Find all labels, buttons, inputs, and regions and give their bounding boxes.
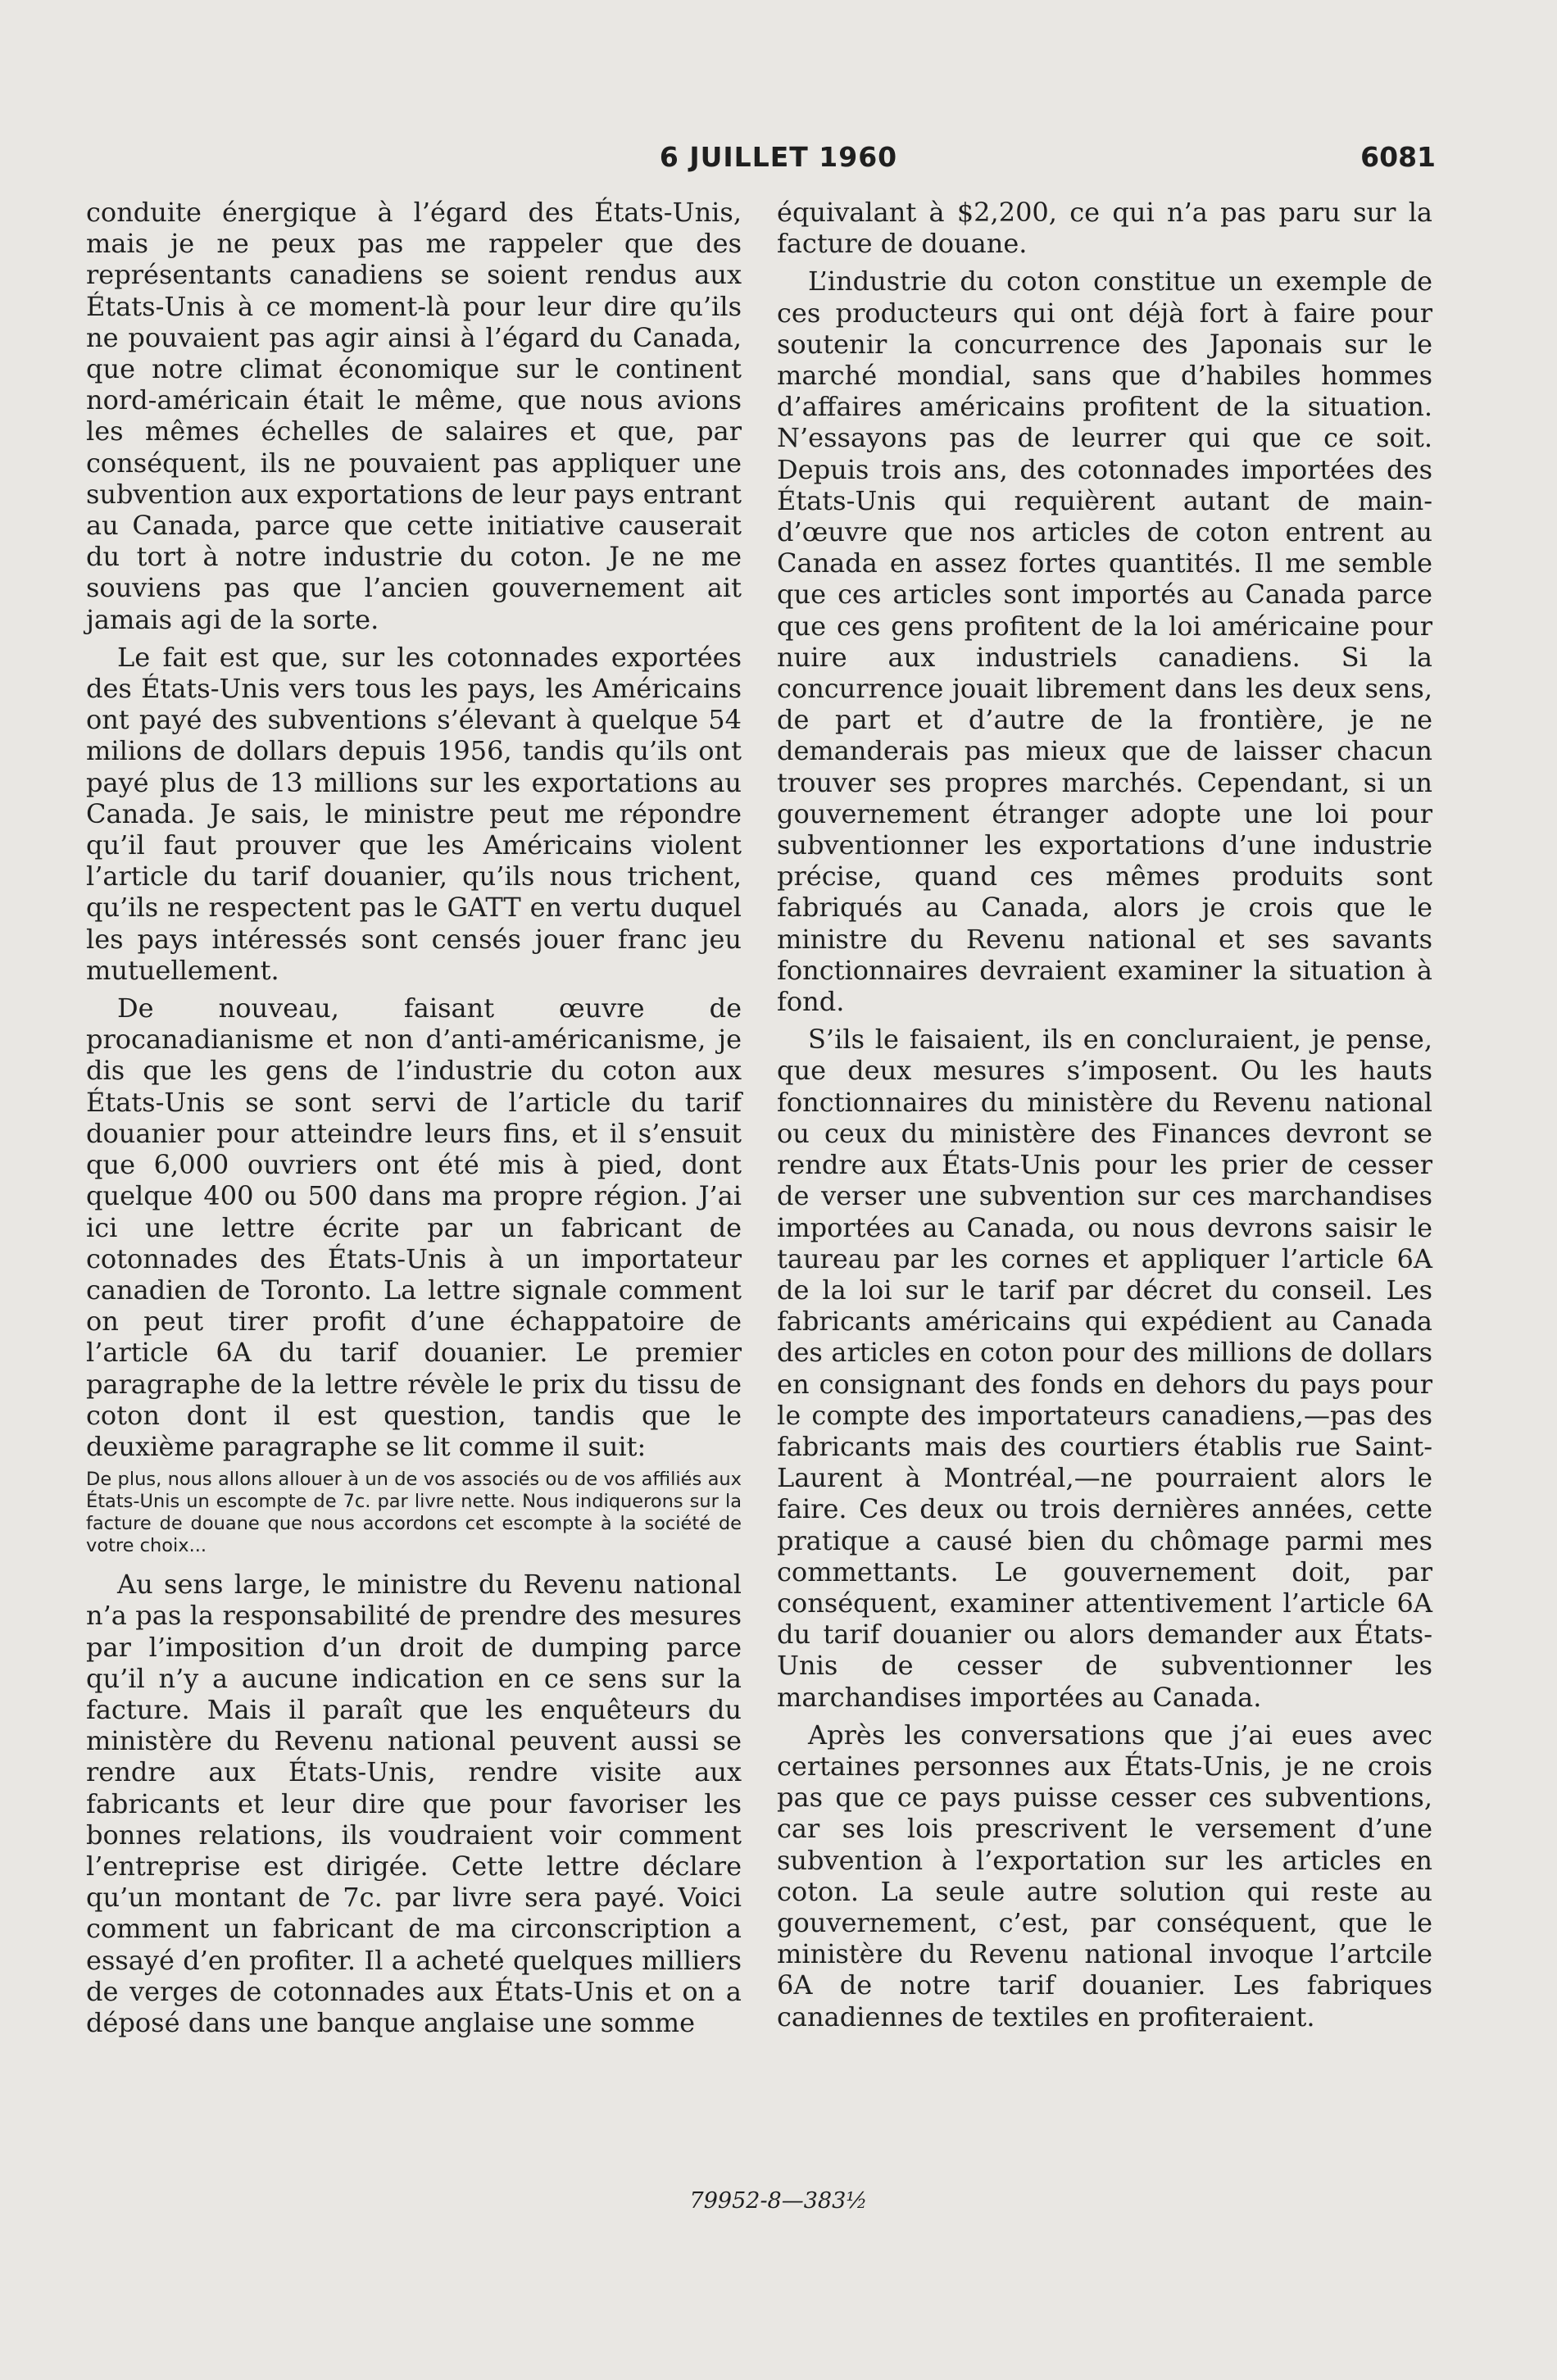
print-code: 79952-8—383½ — [689, 2188, 868, 2214]
right-column — [777, 197, 1432, 2039]
paragraph: De nouveau, faisant œuvre de procanadianisme et non d’anti-américanisme, je dis que les gens de l’industrie du coton aux États-Unis se sont servi de l’article du tarif douanier pour atteindre leurs fins, et il s’ensuit que 6,000 ouvriers ont été mis à pied, dont quelque 400 ou 500 dans ma propre région. J’ai ici une lettre écrite par un fabricant de cotonnades des États-Unis à un importateur canadien de Toronto. La lettre signale comment on peut tirer profit d’une échappatoire de l’article 6A du tarif douanier. Le premier paragraphe de la lettre révèle le prix du tissu de coton dont il est question, tandis que le deuxième paragraphe se lit comme il suit: — [86, 992, 742, 1462]
paragraph: L’industrie du coton constitue un exemple de ces producteurs qui ont déjà fort à faire pour soutenir la concurrence des Japonais sur le marché mondial, sans que d’habiles hommes d’affaires américains profitent de la situation. N’essayons pas de leurrer qui que ce soit. Depuis trois ans, des cotonnades importées des États-Unis qui requièrent autant de main-d’œuvre que nos articles de coton entrent au Canada en assez fortes quantités. Il me semble que ces articles sont importés au Canada parce que ces gens profitent de la loi américaine pour nuire aux industriels canadiens. Si la concurrence jouait librement dans les deux sens, de part et d’autre de la frontière, je ne demanderais pas mieux que de laisser chacun trouver ses propres marchés. Cependant, si un gouvernement étranger adopte une loi pour subventionner les exportations d’une industrie précise, quand ces mêmes produits sont fabriqués au Canada, alors je crois que le ministre du Revenu national et ses savants fonctionnaires devraient examiner la situation à fond. — [777, 266, 1432, 1018]
paragraph: Après les conversations que j’ai eues avec certaines personnes aux États-Unis, je ne crois pas que ce pays puisse cesser ces subventions, car ses lois prescrivent le versement d’une subvention à l’exportation sur les articles en coton. La seule autre solution qui reste au gouvernement, c’est, par conséquent, que le ministère du Revenu national invoque l’artcile 6A de notre tarif douanier. Les fabriques canadiennes de textiles en profiteraient. — [777, 1719, 1432, 2033]
left-column — [86, 197, 742, 2045]
paragraph: S’ils le faisaient, ils en concluraient, je pense, que deux mesures s’imposent. Ou les hauts fonctionnaires du ministère du Revenu national ou ceux du ministère des Finances devront se rendre aux États-Unis pour les prier de cesser de verser une subvention sur ces marchandises importées au Canada, ou nous devrons saisir le taureau par les cornes et appliquer l’article 6A de la loi sur le tarif par décret du conseil. Les fabricants américains qui expédient au Canada des articles en coton pour des millions de dollars en consignant des fonds en dehors du pays pour le compte des importateurs canadiens,—pas des fabricants mais des courtiers établis rue Saint-Laurent à Montréal,—ne pourraient alors le faire. Ces deux ou trois dernières années, cette pratique a causé bien du chômage parmi mes commettants. Le gouvernement doit, par conséquent, examiner attentivement l’article 6A du tarif douanier ou alors demander aux États-Unis de cesser de subventionner les marchandises importées au Canada. — [777, 1024, 1432, 1713]
paragraph: conduite énergique à l’égard des États-Unis, mais je ne peux pas me rappeler que des représentants canadiens se soient rendus aux États-Unis à ce moment-là pour leur dire qu’ils ne pouvaient pas agir ainsi à l’égard du Canada, que notre climat économique sur le continent nord-américain était le même, que nous avions les mêmes échelles de salaires et que, par conséquent, ils ne pouvaient pas appliquer une subvention aux exportations de leur pays entrant au Canada, parce que cette initiative causerait du tort à notre industrie du coton. Je ne me souviens pas que l’ancien gouvernement ait jamais agi de la sorte. — [86, 197, 742, 635]
letter-quote: De plus, nous allons allouer à un de vos associés ou de vos affiliés aux États-Unis un escompte de 7c. par livre nette. Nous indiquerons sur la facture de douane que nous accordons cet escompte à la société de votre choix... — [86, 1469, 742, 1557]
page-number: 6081 — [1360, 141, 1436, 173]
paragraph: Au sens large, le ministre du Revenu national n’a pas la responsabilité de prendre des mesures par l’imposition d’un droit de dumping parce qu’il n’y a aucune indication en ce sens sur la facture. Mais il paraît que les enquêteurs du ministère du Revenu national peuvent aussi se rendre aux États-Unis, rendre visite aux fabricants et leur dire que pour favoriser les bonnes relations, ils voudraient voir comment l’entreprise est dirigée. Cette lettre déclare qu’un montant de 7c. par livre sera payé. Voici comment un fabricant de ma circonscription a essayé d’en profiter. Il a acheté quelques milliers de verges de cotonnades aux États-Unis et on a déposé dans une banque anglaise une somme — [86, 1569, 742, 2038]
paragraph: équivalant à $2,200, ce qui n’a pas paru sur la facture de douane. — [777, 197, 1432, 260]
page-date: 6 JUILLET 1960 — [659, 141, 898, 173]
paragraph: Le fait est que, sur les cotonnades exportées des États-Unis vers tous les pays, les Américains ont payé des subventions s’élevant à quelque 54 milions de dollars depuis 1956, tandis qu’ils ont payé plus de 13 millions sur les exportations au Canada. Je sais, le ministre peut me répondre qu’il faut prouver que les Américains violent l’article du tarif douanier, qu’ils nous trichent, qu’ils ne respectent pas le GATT en vertu duquel les pays intéressés sont censés jouer franc jeu mutuellement. — [86, 641, 742, 986]
